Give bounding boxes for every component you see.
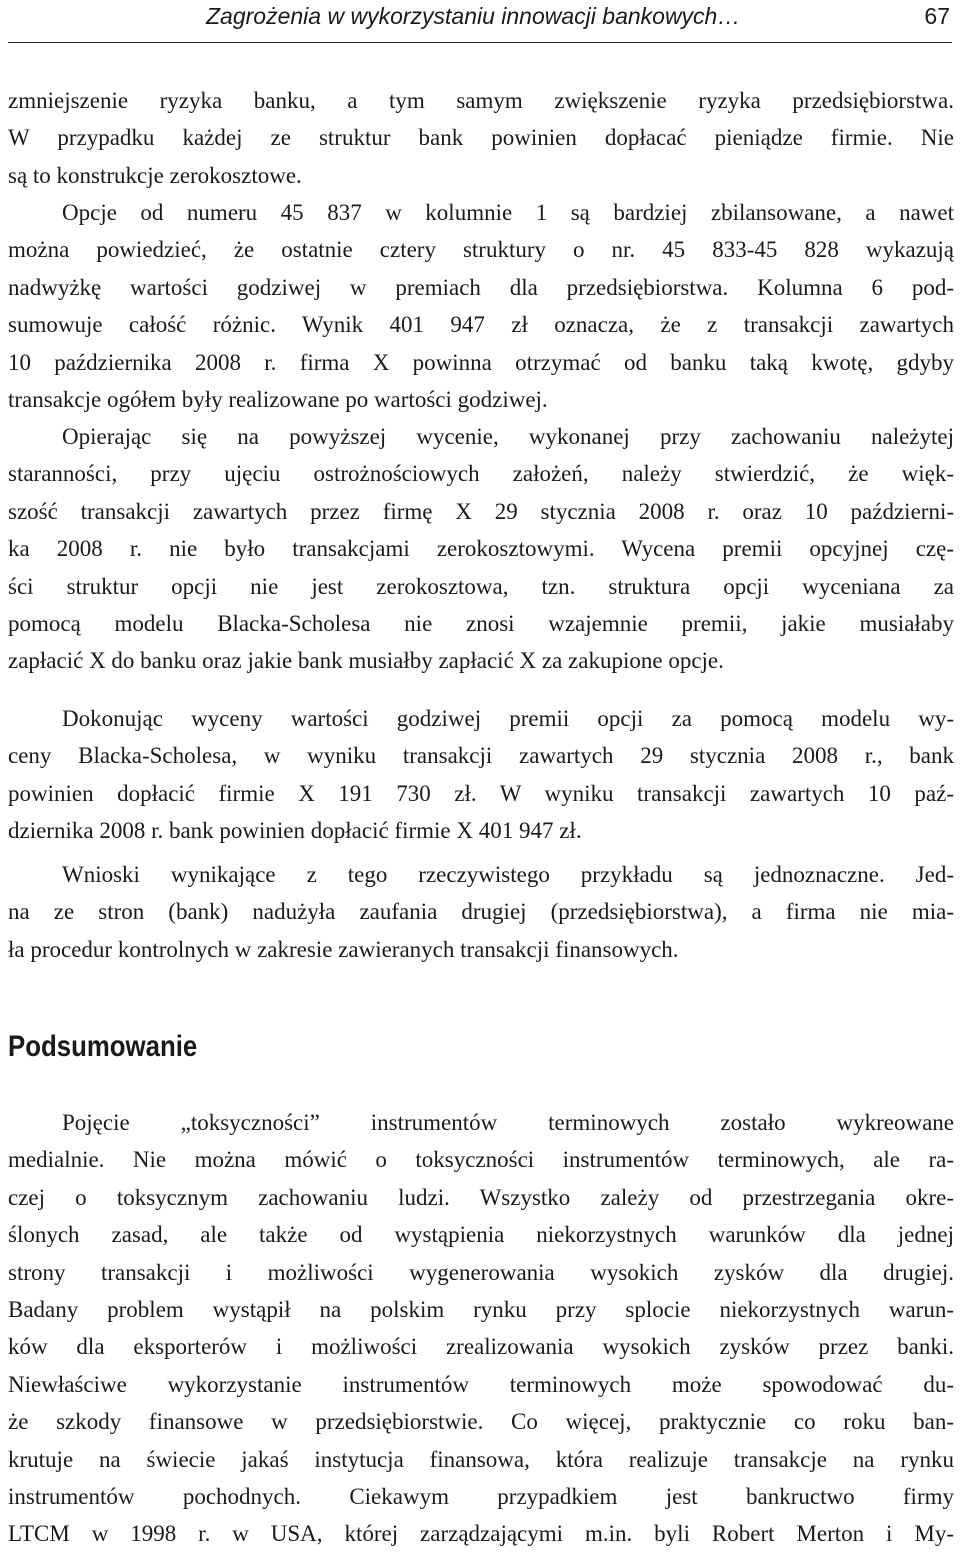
- text-line: czej o toksycznym zachowaniu ludzi. Wszystko zależy od przestrzegania okre-: [8, 1184, 954, 1210]
- text-line: nadwyżkę wartości godziwej w premiach dla przedsiębiorstwa. Kolumna 6 pod-: [8, 274, 954, 300]
- text-line: powinien dopłacić firmie X 191 730 zł. W wyniku transakcji zawartych 10 paź-: [8, 780, 954, 806]
- text-line: szość transakcji zawartych przez firmę X 29 stycznia 2008 r. oraz 10 październi-: [8, 498, 954, 524]
- paragraph-conclusions: [8, 856, 954, 968]
- text-line: pomocą modelu Blacka-Scholesa nie znosi wzajemnie premii, jakie musiałaby: [8, 610, 954, 636]
- text-line: ła procedur kontrolnych w zakresie zawieranych transakcji finansowych.: [8, 936, 679, 962]
- text-line: Badany problem wystąpił na polskim rynku przy splocie niekorzystnych warun-: [8, 1296, 954, 1322]
- text-line: ceny Blacka-Scholesa, w wyniku transakcji zawartych 29 stycznia 2008 r., bank: [8, 743, 954, 769]
- text-line: LTCM w 1998 r. w USA, której zarządzającymi m.in. byli Robert Merton i My-: [8, 1521, 954, 1547]
- text-line: strony transakcji i możliwości wygenerowania wysokich zysków dla drugiej.: [8, 1259, 954, 1285]
- text-line: medialnie. Nie można mówić o toksyczności instrumentów terminowych, ale ra-: [8, 1147, 954, 1173]
- text-line: Wnioski wynikające z tego rzeczywistego przykładu są jednoznaczne. Jed-: [62, 862, 954, 887]
- text-line: staranności, przy ujęciu ostrożnościowych założeń, należy stwierdzić, że więk-: [8, 461, 954, 487]
- text-line: transakcje ogółem były realizowane po wartości godziwej.: [8, 386, 548, 412]
- text-line: ków dla eksporterów i możliwości zrealizowania wysokich zysków przez banki.: [8, 1334, 954, 1360]
- text-line: na ze stron (bank) nadużyła zaufania drugiej (przedsiębiorstwa), a firma nie mia-: [8, 899, 954, 925]
- paragraph-black-scholes: [8, 700, 954, 850]
- text-line: ślonych zasad, ale także od wystąpienia niekorzystnych warunków dla jednej: [8, 1222, 954, 1248]
- text-line: krutuje na świecie jakaś instytucja finansowa, która realizuje transakcje na rynku: [8, 1446, 954, 1472]
- text-line: ści struktur opcji nie jest zerokosztowa, tzn. struktura opcji wyceniana za: [8, 573, 954, 599]
- paragraph-continuation: [8, 82, 954, 194]
- text-line: zmniejszenie ryzyka banku, a tym samym zwiększenie ryzyka przedsiębiorstwa.: [8, 88, 954, 113]
- text-line: Dokonując wyceny wartości godziwej premii opcji za pomocą modelu wy-: [62, 706, 954, 731]
- text-line: instrumentów pochodnych. Ciekawym przypadkiem jest bankructwo firmy: [8, 1483, 954, 1509]
- paragraph-valuation: [8, 418, 954, 680]
- text-line: Opcje od numeru 45 837 w kolumnie 1 są bardziej zbilansowane, a nawet: [62, 200, 954, 225]
- text-line: W przypadku każdej ze struktur bank powinien dopłacać pieniądze firmie. Nie: [8, 125, 954, 151]
- text-line: że szkody finansowe w przedsiębiorstwie. Co więcej, praktycznie co roku ban-: [8, 1409, 954, 1435]
- text-line: Pojęcie „toksyczności” instrumentów terminowych zostało wykreowane: [62, 1110, 954, 1135]
- text-line: można powiedzieć, że ostatnie cztery struktury o nr. 45 833-45 828 wykazują: [8, 237, 954, 263]
- paragraph-options-analysis: [8, 194, 954, 418]
- text-line: 10 października 2008 r. firma X powinna otrzymać od banku taką kwotę, gdyby: [8, 349, 954, 375]
- page-number: 67: [924, 3, 950, 29]
- text-line: sumowuje całość różnic. Wynik 401 947 zł oznacza, że z transakcji zawartych: [8, 312, 954, 338]
- text-line: dziernika 2008 r. bank powinien dopłacić firmie X 401 947 zł.: [8, 818, 582, 844]
- running-title: Zagrożenia w wykorzystaniu innowacji bankowych…: [206, 3, 741, 29]
- text-line: ka 2008 r. nie było transakcjami zerokosztowymi. Wycena premii opcyjnej czę-: [8, 536, 954, 562]
- text-line: są to konstrukcje zerokosztowe.: [8, 162, 302, 188]
- text-line: Niewłaściwe wykorzystanie instrumentów terminowych może spowodować du-: [8, 1371, 954, 1397]
- text-line: Opierając się na powyższej wycenie, wykonanej przy zachowaniu należytej: [62, 424, 954, 449]
- section-heading: Podsumowanie: [8, 1030, 198, 1063]
- text-line: zapłacić X do banku oraz jakie bank musiałby zapłacić X za zakupione opcje.: [8, 648, 724, 674]
- paragraph-summary: [8, 1104, 954, 1553]
- running-header: [8, 0, 952, 43]
